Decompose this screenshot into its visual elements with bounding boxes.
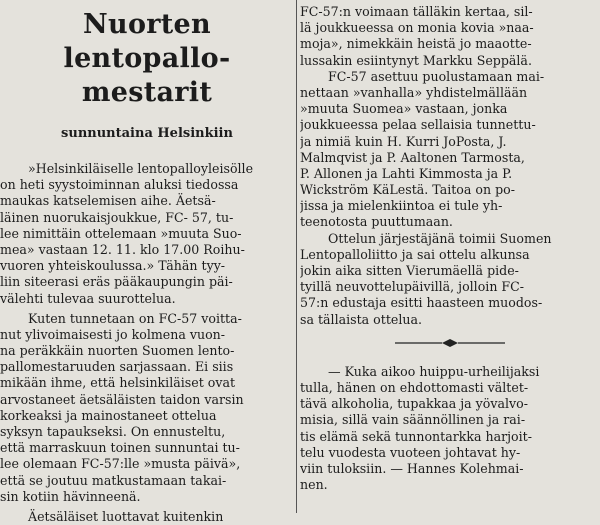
text-line: läinen nuorukaisjoukkue, FC- 57, tu- (0, 209, 234, 225)
text-line: viin tuloksiin. — Hannes Kolehmai- (300, 460, 524, 476)
text-line: Wickström KäLestä. Taitoa on po- (300, 182, 515, 198)
text-line: ja nimiä kuin H. Kurri JoPosta, J. (300, 133, 507, 149)
text-line: Lentopalloliitto ja sai ottelu alkunsa (300, 246, 530, 262)
text-line: sin kotiin hävinneenä. (0, 488, 141, 504)
text-line: maukas katselemisen aihe. Äetsä- (0, 193, 216, 209)
right-column (300, 0, 600, 493)
text-line: liin siteerasi eräs pääkaupungin päi- (0, 274, 233, 290)
text-line: jissa ja mielenkiintoa ei tule yh- (300, 198, 503, 214)
section-divider-ornament (300, 332, 600, 354)
column-rule (296, 0, 297, 513)
text-line: tis elämä sekä tunnontarkka harjoit- (300, 428, 532, 444)
headline-line: mestarit (81, 77, 213, 108)
text-line: sa tällaista ottelua. (300, 311, 422, 327)
quote-text (300, 364, 600, 494)
text-line: nen. (300, 477, 328, 493)
text-line: »muuta Suomea» vastaan, jonka (300, 101, 508, 117)
text-line: jokin aika sitten Vierumäellä pide- (300, 263, 519, 278)
text-line: nettaan »vanhalla» yhdistelmällään (300, 84, 528, 100)
text-line: korkeaksi ja mainostaneet ottelua (0, 407, 217, 423)
text-line: lussakin esiintynyt Markku Seppälä. (300, 52, 532, 68)
text-line: mikään ihme, että helsinkiläiset ovat (0, 375, 236, 391)
text-line: »Helsinkiläiselle lentopalloyleisölle (28, 161, 254, 176)
text-line: nut ylivoimaisesti jo kolmena vuon- (0, 326, 226, 342)
text-line: FC-57 asettuu puolustamaan mai- (328, 68, 545, 84)
text-line: tulla, hänen on ehdottomasti vältet- (300, 379, 529, 395)
text-line: na peräkkäin nuorten Suomen lento- (0, 343, 235, 359)
text-line: lee nimittäin ottelemaan »muuta Suo- (0, 225, 242, 241)
text-line: arvostaneet äetsäläisten taidon varsin (0, 391, 244, 407)
text-line: Malmqvist ja P. Aaltonen Tarmosta, (300, 149, 525, 165)
text-line: välehti tulevaa suurottelua. (0, 290, 176, 306)
left-column (0, 0, 294, 525)
text-line: mea» vastaan 12. 11. klo 17.00 Roihu- (0, 241, 245, 257)
text-line: misia, sillä vain säännöllinen ja rai- (300, 412, 526, 428)
text-line: joukkueessa pelaa sellaisia tunnettu- (300, 117, 536, 133)
text-line: syksyn tapaukseksi. On ennusteltu, (0, 424, 226, 439)
text-line: teenotosta puuttumaan. (300, 214, 453, 230)
text-line: on heti syystoiminnan aluksi tiedossa (0, 177, 239, 193)
text-line: lä joukkueessa on monia kovia »naa- (300, 20, 534, 36)
text-line: että marraskuun toinen sunnuntai tu- (0, 440, 240, 456)
text-line: Ottelun järjestäjänä toimii Suomen (328, 230, 552, 246)
text-line: — Kuka aikoo huippu-urheilijaksi (328, 363, 540, 379)
text-line: Äetsäläiset luottavat kuitenkin (28, 508, 224, 524)
text-line: tyillä neuvottelupäivillä, jolloin FC- (300, 279, 525, 295)
text-line: P. Allonen ja Lahti Kimmosta ja P. (300, 165, 513, 181)
text-line: Kuten tunnetaan on FC-57 voitta- (28, 310, 242, 326)
article-headline (0, 0, 294, 110)
text-line: vuoren yhteiskoulussa.» Tähän tyy- (0, 258, 226, 274)
text-line: FC-57:n voimaan tälläkin kertaa, sil- (300, 4, 533, 19)
left-body-text (0, 161, 294, 525)
text-line: lee olemaan FC-57:lle »musta päivä», (0, 456, 241, 472)
text-line: 57:n edustaja esitti haasteen muodos- (300, 295, 543, 311)
text-line: telu vuodesta vuoteen johtavat hy- (300, 444, 521, 460)
headline-line: Nuorten lentopallo- (63, 9, 231, 74)
text-line: moja», nimekkäin heistä jo maaotte- (300, 36, 532, 52)
right-body-text (300, 0, 600, 328)
article-subhead: sunnuntaina Helsinkiin (61, 126, 233, 141)
text-line: tävä alkoholia, tupakkaa ja yövalvo- (300, 396, 528, 412)
text-line: että se joutuu matkustamaan takai- (0, 472, 227, 488)
text-line: pallomestaruuden sarjassaan. Ei siis (0, 359, 234, 375)
